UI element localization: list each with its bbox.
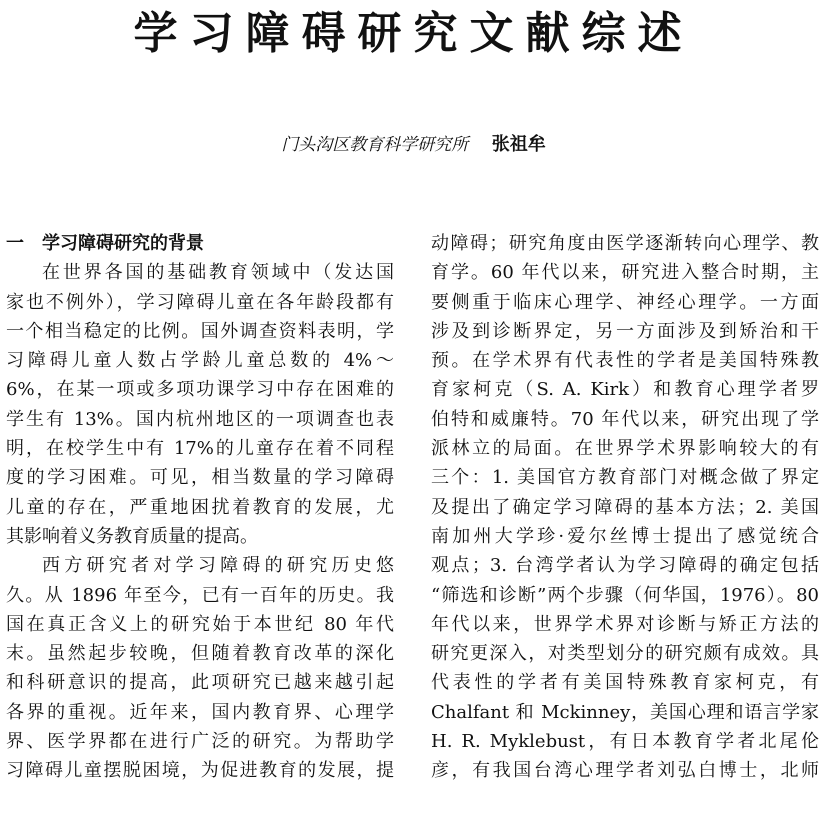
text-line: 末。虽然起步较晚，但随着教育改革的深化: [6, 643, 394, 665]
text-line: 观点；3. 台湾学者认为学习障碍的确定包括: [431, 555, 819, 577]
article-title: 学习障碍研究文献综述: [133, 8, 694, 59]
text-line: H. R. Myklebust，有日本教育学者北尾伦: [431, 731, 819, 753]
text-line: 一个相当稳定的比例。国外调查资料表明，学: [6, 320, 394, 342]
left-column: [6, 229, 394, 786]
text-line: 度的学习困难。可见，相当数量的学习障碍: [6, 467, 394, 489]
affiliation: 门头沟区教育科学研究所: [281, 135, 469, 155]
text-line: 涉及到诊断界定，另一方面涉及到矫治和干: [431, 320, 819, 342]
section-heading: 一 学习障碍研究的背景: [6, 233, 204, 254]
text-line: 动障碍；研究角度由医学逐渐转向心理学、教: [431, 233, 819, 254]
text-line: “筛选和诊断”两个步骤（何华国，1976）。80: [431, 584, 819, 606]
text-line: 家也不例外），学习障碍儿童在各年龄段都有: [6, 291, 394, 313]
text-line: 预。在学术界有代表性的学者是美国特殊教: [431, 350, 819, 372]
text-line: 6%，在某一项或多项功课学习中存在困难的: [6, 379, 394, 401]
text-line: 久。从 1896 年至今，已有一百年的历史。我: [6, 584, 394, 606]
text-line: 儿童的存在，严重地困扰着教育的发展，尤: [6, 496, 394, 518]
text-line: 习障碍儿童摆脱困境，为促进教育的发展，提: [6, 760, 394, 782]
text-line: 研究更深入，对类型划分的研究颇有成效。具: [431, 643, 819, 665]
text-line: 代表性的学者有美国特殊教育家柯克，有: [431, 672, 819, 694]
text-line: 三个：1. 美国官方教育部门对概念做了界定: [431, 467, 819, 489]
text-line: 南加州大学珍·爱尔丝博士提出了感觉统合: [431, 525, 819, 547]
text-line: 派林立的局面。在世界学术界影响较大的有: [431, 438, 819, 460]
text-line: 年代以来，世界学术界对诊断与矫正方法的: [431, 613, 819, 635]
text-line: 习障碍儿童人数占学龄儿童总数的 4%～: [6, 350, 394, 372]
text-line: 界、医学界都在进行广泛的研究。为帮助学: [6, 731, 394, 753]
author-name: 张祖牟: [491, 134, 546, 155]
text-line: 各界的重视。近年来，国内教育界、心理学: [6, 701, 394, 723]
text-line: 明，在校学生中有 17%的儿童存在着不同程: [6, 438, 394, 460]
text-line: Chalfant 和 Mckinney，美国心理和语言学家: [431, 701, 819, 723]
text-line: 西方研究者对学习障碍的研究历史悠: [42, 555, 394, 577]
text-line: 要侧重于临床心理学、神经心理学。一方面: [431, 291, 819, 313]
text-line: 育家柯克（S. A. Kirk）和教育心理学者罗: [431, 379, 819, 401]
text-line: 伯特和威廉特。70 年代以来，研究出现了学: [431, 408, 819, 430]
text-line: 及提出了确定学习障碍的基本方法；2. 美国: [431, 496, 819, 518]
text-line: 其影响着义务教育质量的提高。: [6, 525, 258, 547]
text-line: 国在真正含义上的研究始于本世纪 80 年代: [6, 613, 394, 635]
text-line: 和科研意识的提高，此项研究已越来越引起: [6, 672, 394, 694]
text-line: 在世界各国的基础教育领域中（发达国: [42, 262, 394, 284]
byline: [0, 132, 827, 158]
text-line: 学生有 13%。国内杭州地区的一项调查也表: [6, 408, 394, 430]
text-line: 育学。60 年代以来，研究进入整合时期，主: [431, 262, 819, 284]
right-column: [431, 229, 819, 786]
text-line: 彦，有我国台湾心理学者刘弘白博士，北师: [431, 760, 819, 782]
